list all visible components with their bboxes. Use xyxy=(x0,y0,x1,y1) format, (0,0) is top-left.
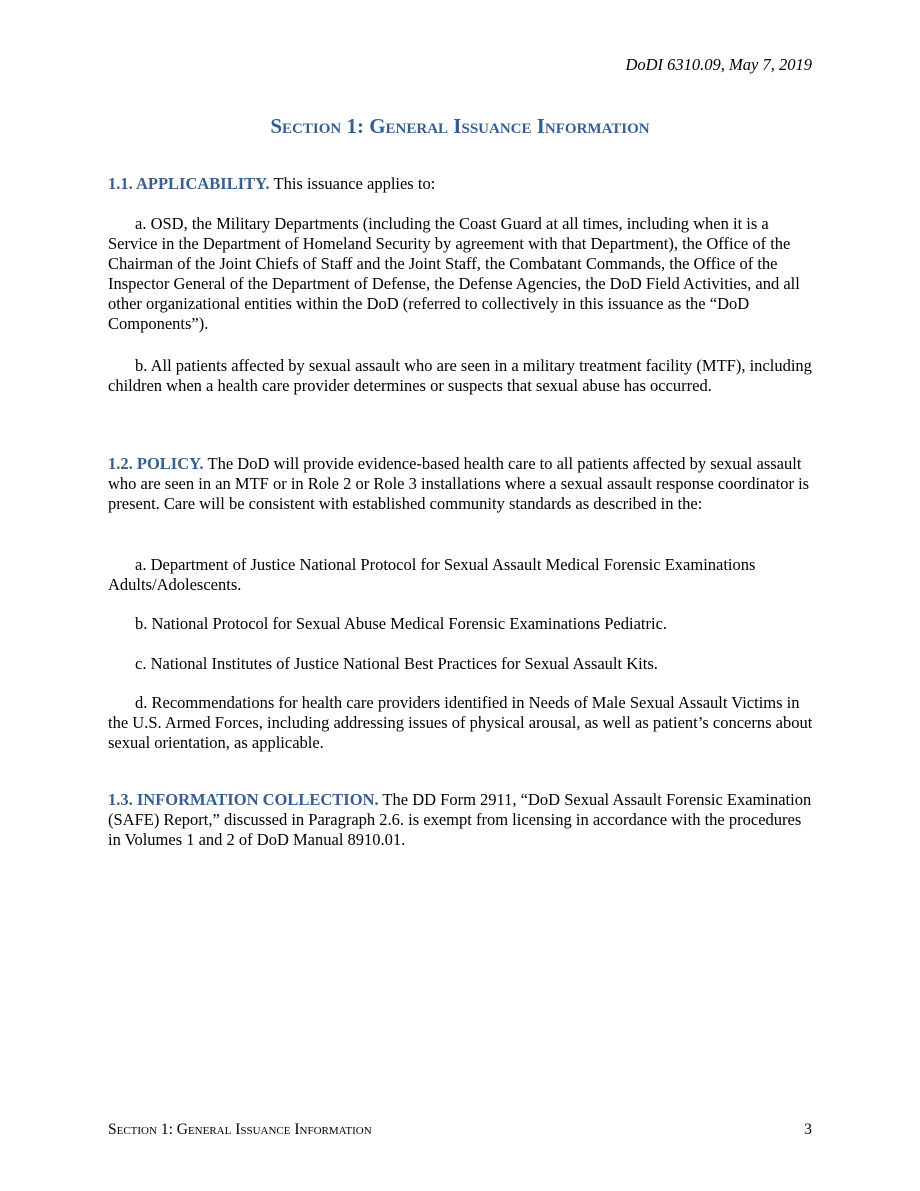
section-title: Section 1: General Issuance Information xyxy=(270,114,650,138)
document-reference: DoDI 6310.09, May 7, 2019 xyxy=(625,55,812,74)
paragraph-1-2-c-text: c. National Institutes of Justice National Best Practices for Sexual Assault Kits. xyxy=(135,654,658,673)
heading-information-collection: 1.3. INFORMATION COLLECTION. xyxy=(108,790,379,809)
paragraph-1-1-intro xyxy=(108,174,813,194)
paragraph-1-2-d xyxy=(108,693,813,753)
paragraph-1-2-d-text: d. Recommendations for health care providers identified in Needs of Male Sexual Assault Victims in the U.S. Armed Forces, including addressing issues of physical arousal, as well as patient’s concerns about sexual orientation, as applicable. xyxy=(108,693,813,752)
applicability-intro-text: This issuance applies to: xyxy=(269,174,436,193)
paragraph-1-1-b xyxy=(108,356,813,396)
paragraph-1-1-a-text: a. OSD, the Military Departments (including the Coast Guard at all times, including when it is a Service in the Department of Homeland Security by agreement with that Department), the Office of the Chairman of the Joint Chiefs of Staff and the Joint Staff, the Combatant Commands, the Office of the Inspector General of the Department of Defense, the Defense Agencies, the DoD Field Activities, and all other organizational entities within the DoD (referred to collectively in this issuance as the “DoD Components”). xyxy=(108,214,800,333)
paragraph-1-2-a-text: a. Department of Justice National Protocol for Sexual Assault Medical Forensic Examinations Adults/Adolescents. xyxy=(108,555,756,594)
paragraph-1-3-text xyxy=(108,790,813,850)
paragraph-1-1-a xyxy=(108,214,813,334)
paragraph-1-1 xyxy=(108,174,813,194)
footer-section-title: Section 1: General Issuance Information xyxy=(108,1121,372,1138)
page-number: 3 xyxy=(804,1121,812,1138)
paragraph-1-1-b-text: b. All patients affected by sexual assault who are seen in a military treatment facility (MTF), including children when a health care provider determines or suspects that sexual abuse has occurred. xyxy=(108,356,812,395)
paragraph-1-2 xyxy=(108,454,813,514)
policy-intro-text: The DoD will provide evidence-based health care to all patients affected by sexual assault who are seen in an MTF or in Role 2 or Role 3 installations where a sexual assault response coordinator is present. Care will be consistent with established community standards as described in the: xyxy=(108,454,810,513)
paragraph-1-2-c xyxy=(108,654,813,674)
paragraph-1-2-a xyxy=(108,555,813,595)
paragraph-1-2-b xyxy=(108,614,813,634)
heading-policy: 1.2. POLICY. xyxy=(108,454,204,473)
heading-applicability: 1.1. APPLICABILITY. xyxy=(108,174,270,193)
paragraph-1-2-b-text: b. National Protocol for Sexual Abuse Medical Forensic Examinations Pediatric. xyxy=(135,614,668,633)
paragraph-1-3 xyxy=(108,790,813,850)
paragraph-1-2-intro xyxy=(108,454,813,514)
information-collection-text: The DD Form 2911, “DoD Sexual Assault Forensic Examination (SAFE) Report,” discussed in Paragraph 2.6. is exempt from licensing in accordance with the procedures in Volumes 1 and 2 of DoD Manual 8910.01. xyxy=(108,790,812,849)
